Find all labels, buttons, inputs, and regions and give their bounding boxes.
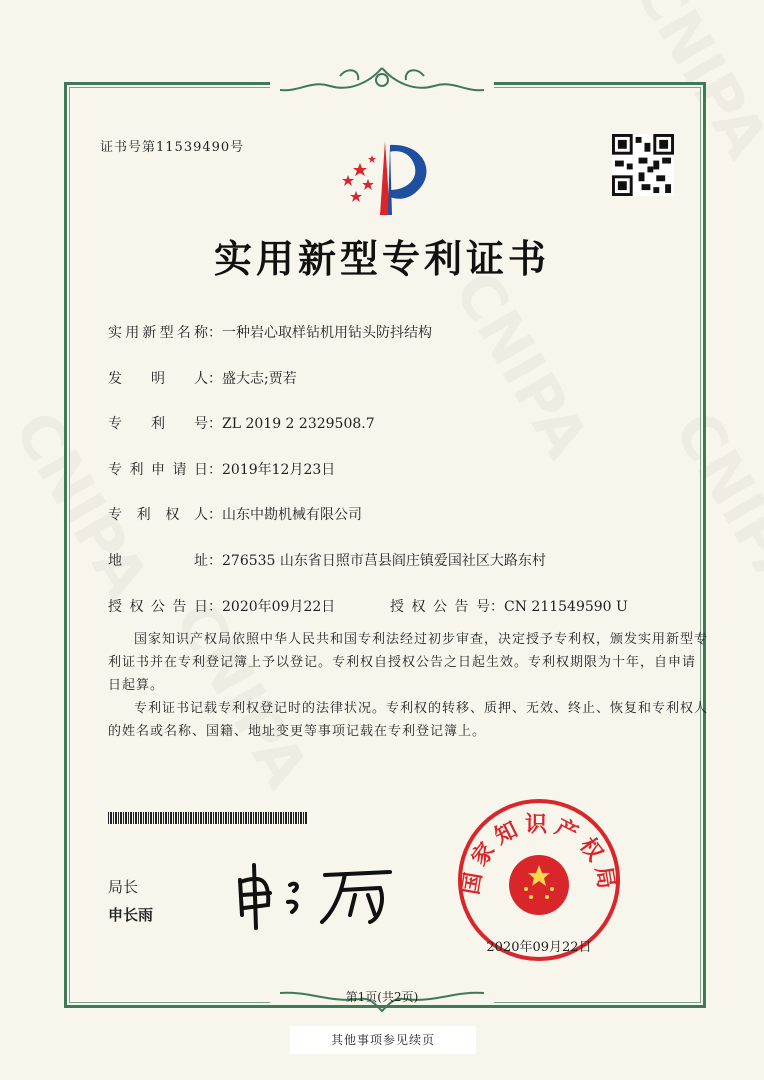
- svg-text:国家知识产权局: 国家知识产权局: [457, 811, 621, 897]
- statement-text: [108, 628, 708, 743]
- field-application-date: 专利申请日：2019年12月23日: [108, 462, 336, 478]
- seal-date: 2020年09月22日: [486, 940, 592, 955]
- chief-title: 局长: [108, 878, 139, 896]
- field-patent-number: 专利号：ZL 2019 2 2329508.7: [108, 416, 375, 432]
- paragraph: 专利证书记载专利权登记时的法律状况。专利权的转移、质押、无效、终止、恢复和专利权人的姓名或名称、国籍、地址变更等事项记载在专利登记簿上。: [108, 701, 709, 739]
- chief-name: 申长雨: [108, 906, 154, 924]
- field-address: 地址：276535 山东省日照市莒县阎庄镇爱国社区大路东村: [108, 553, 546, 569]
- field-announcement-number: 授权公告号：CN 211549590 U: [390, 599, 628, 615]
- certificate-number: 证书号第11539490号: [100, 140, 245, 155]
- field-grant-date: 授权公告日：2020年09月22日: [108, 599, 336, 615]
- qr-code-icon: [612, 134, 674, 196]
- page-number: 第1页(共2页): [345, 990, 419, 1004]
- footer-note: 其他事项参见续页: [290, 1026, 476, 1054]
- signature-icon: [230, 860, 400, 930]
- field-utility-model-name: 实用新型名称：一种岩心取样钻机用钻头防抖结构: [108, 325, 432, 341]
- field-inventor: 发明人：盛大志;贾若: [108, 371, 297, 387]
- cnipa-logo-icon: [330, 135, 440, 220]
- top-ornament-icon: [270, 62, 494, 102]
- paragraph: 国家知识产权局依照中华人民共和国专利法经过初步审查，决定授予专利权，颁发实用新型专利证书并在专利登记簿上予以登记。专利权自授权公告之日起生效。专利权期限为十年，自申请日起算。: [108, 632, 709, 693]
- field-patentee: 专利权人：山东中勘机械有限公司: [108, 507, 362, 523]
- barcode-icon: [108, 812, 308, 824]
- page-title: 实用新型专利证书: [213, 236, 550, 281]
